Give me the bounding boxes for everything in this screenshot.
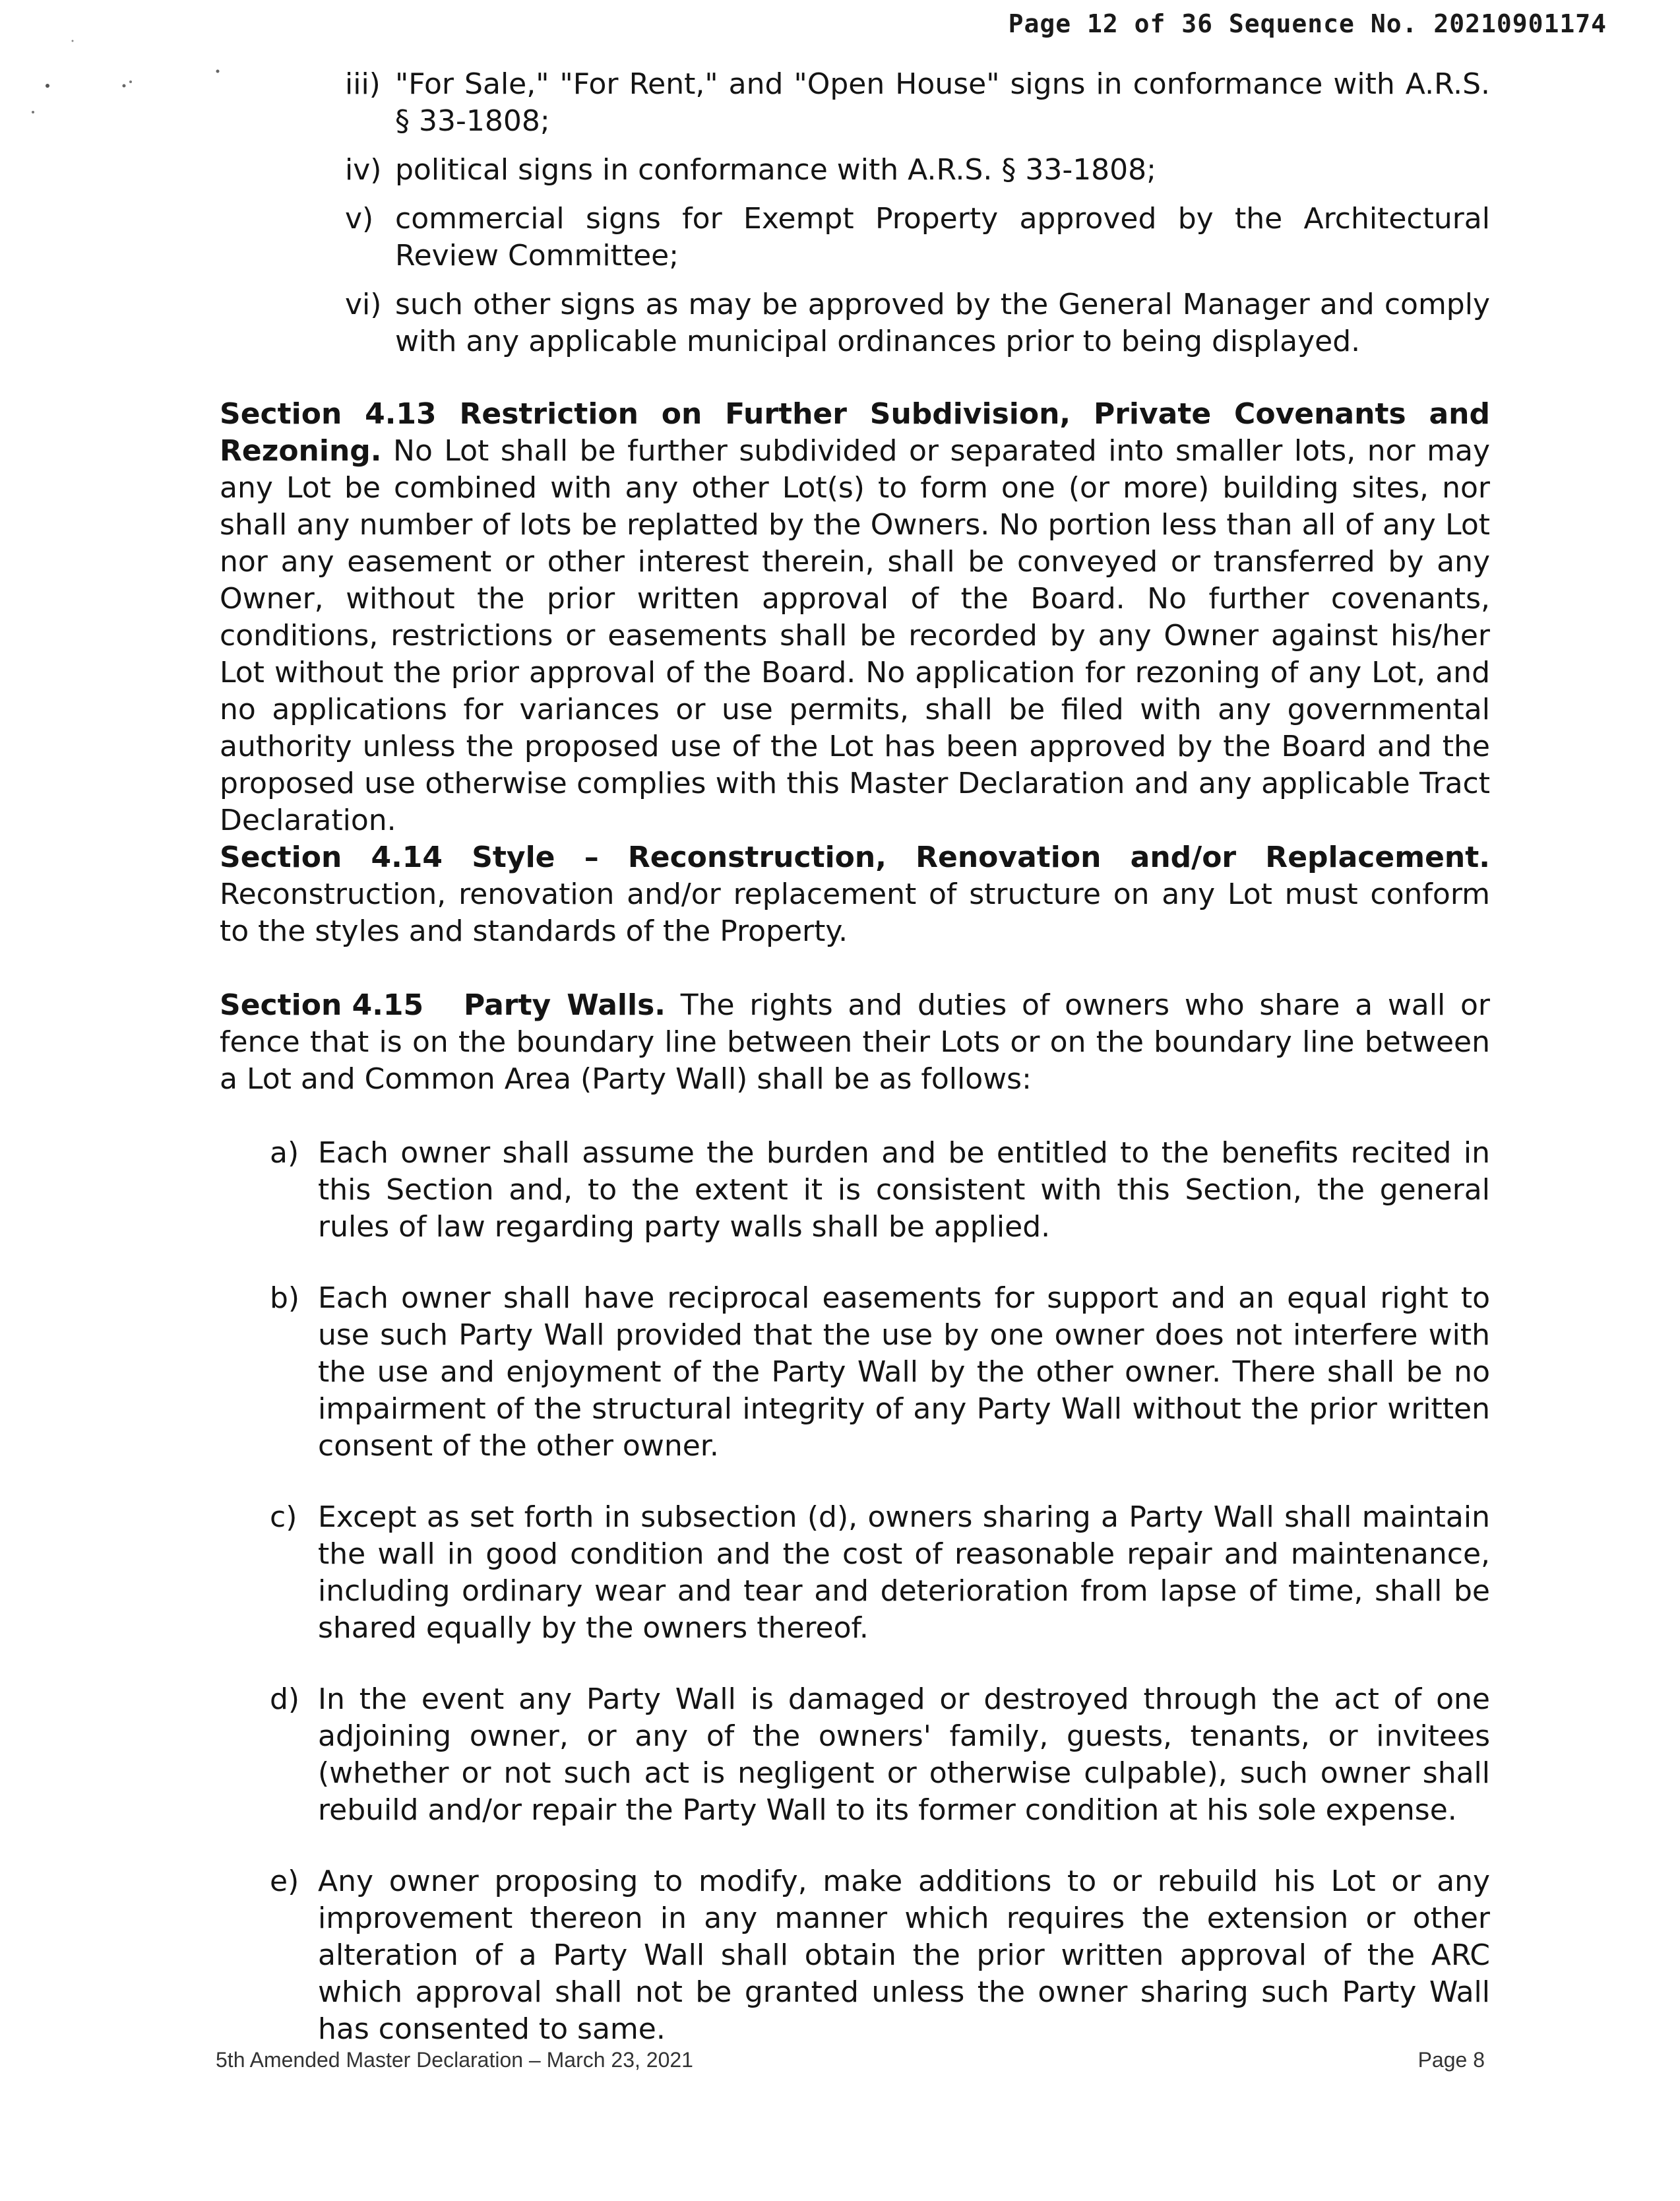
section-title: Section 4.13 Restriction on Further Subdivision, Private Covenants and Rezoning.: [220, 397, 1490, 468]
section-name: Party Walls.: [464, 988, 666, 1022]
list-text: Any owner proposing to modify, make additions to or rebuild his Lot or any improvement thereon in any manner which requires the extension or other alteration of a Party Wall shall obtain the prior written approval of the ARC which approval shall not be granted unless the owner sharing such Party Wall has consented to same.: [318, 1865, 1490, 2046]
section-body: The rights and duties of owners who share a wall or fence that is on the boundary line between their Lots or on the boundary line between a Lot and Common Area (Party Wall) shall be as follows:: [220, 988, 1490, 1096]
section-body: No Lot shall be further subdivided or separated into smaller lots, nor may any Lot be combined with any other Lot(s) to form one (or more) building sites, nor shall any number of lots be replatted by the Owners. No portion less than all of any Lot nor any easement or other interest therein, shall be conveyed or transferred by any Owner, without the prior written approval of the Board. No further covenants, conditions, restrictions or easements shall be recorded by any Owner against his/her Lot without the prior approval of the Board. No application for rezoning of any Lot, and no applications for variances or use permits, shall be filed with any governmental authority unless the proposed use of the Lot has been approved by the Board and the proposed use otherwise complies with this Master Declaration and any applicable Tract Declaration.: [220, 434, 1490, 837]
list-item-a: [270, 1135, 1490, 1246]
list-item-iii: [345, 66, 1490, 140]
list-item-vi: [345, 286, 1490, 360]
list-marker: iv): [345, 153, 382, 187]
footer-document-title: 5th Amended Master Declaration – March 23, 2021: [216, 2048, 693, 2072]
list-text: political signs in conformance with A.R.S. § 33-1808;: [395, 153, 1156, 187]
roman-list: [220, 66, 1490, 360]
list-text: such other signs as may be approved by the General Manager and comply with any applicable municipal ordinances prior to being displayed.: [395, 288, 1490, 358]
list-marker: iii): [345, 67, 381, 101]
section-body: Reconstruction, renovation and/or replacement of structure on any Lot must conform to the styles and standards of the Property.: [220, 877, 1490, 948]
list-item-d: [270, 1681, 1490, 1829]
list-item-c: [270, 1499, 1490, 1647]
list-marker: v): [345, 202, 374, 236]
list-marker: vi): [345, 288, 382, 321]
footer-page-number: Page 8: [1417, 2048, 1485, 2072]
list-marker: e): [270, 1865, 299, 1898]
section-number: Section 4.15: [220, 988, 424, 1022]
list-text: In the event any Party Wall is damaged or destroyed through the act of one adjoining owner, or any of the owners' family, guests, tenants, or invitees (whether or not such act is negligent or otherwise culpable), such owner shall rebuild and/or repair the Party Wall to its former condition at his sole expense.: [318, 1682, 1490, 1827]
list-text: "For Sale," "For Rent," and "Open House" signs in conformance with A.R.S. § 33-1808;: [395, 67, 1490, 138]
list-item-e: [270, 1863, 1490, 2048]
list-marker: d): [270, 1682, 300, 1716]
list-marker: a): [270, 1136, 299, 1170]
document-body: [220, 66, 1490, 2082]
list-text: commercial signs for Exempt Property approved by the Architectural Review Committee;: [395, 202, 1490, 272]
section-4-14: [220, 839, 1490, 950]
section-4-15: [220, 987, 1490, 1098]
list-item-v: [345, 201, 1490, 274]
section-4-13: [220, 396, 1490, 839]
alpha-list: [220, 1135, 1490, 2048]
list-marker: b): [270, 1281, 300, 1315]
list-text: Each owner shall assume the burden and be entitled to the benefits recited in this Section and, to the extent it is consistent with this Section, the general rules of law regarding party walls shall be applied.: [318, 1136, 1490, 1244]
recorder-stamp: Page 12 of 36 Sequence No. 20210901174: [1008, 9, 1607, 38]
list-marker: c): [270, 1500, 297, 1534]
list-item-b: [270, 1280, 1490, 1465]
list-text: Except as set forth in subsection (d), owners sharing a Party Wall shall maintain the wall in good condition and the cost of reasonable repair and maintenance, including ordinary wear and tear and deterioration from lapse of time, shall be shared equally by the owners thereof.: [318, 1500, 1490, 1645]
list-text: Each owner shall have reciprocal easements for support and an equal right to use such Party Wall provided that the use by one owner does not interfere with the use and enjoyment of the Party Wall by the other owner. There shall be no impairment of the structural integrity of any Party Wall without the prior written consent of the other owner.: [318, 1281, 1490, 1463]
section-title: Section 4.14 Style – Reconstruction, Renovation and/or Replacement.: [220, 841, 1490, 874]
list-item-iv: [345, 152, 1490, 189]
